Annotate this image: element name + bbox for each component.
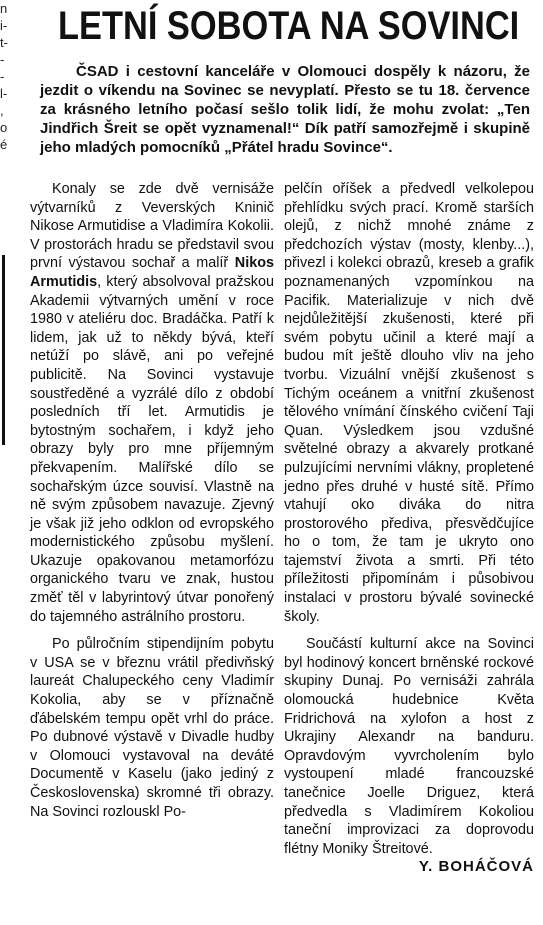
lead-paragraph: ČSAD i cestovní kanceláře v Olomouci dospěly k názoru, že jezdit o víkendu na Sovinec se nevyplatí. Přesto se tu 18. července za krásného letního počasí sešlo tolik lidí, že mohu zvolat: „Ten Jindřich Šreit se opět vyznamenal!“ Dík patří samozřejmě i skupině jeho mladých pomocníků „Přátel hradu Sovince“.: [40, 63, 530, 156]
artist-name: Nikos Armutidis: [30, 255, 274, 290]
right-column: [284, 180, 534, 877]
adjacent-column-fragment: n i- t- - - l- , o é: [0, 1, 8, 152]
text-run: , který absolvoval pražskou Akademii výtvarných umění v roce 1980 v ateliéru doc. Bradáčka. Patří k lidem, jak už to někdy bývá, kteří netúží po slávě, ani po veřejné publicitě. Na Sovinci vystavuje soustředěné a vyzrálé dílo z období posledních tří let. Armutidis je bytostným sochařem, i když jeho obrazy byly pro mne příjemným překvapením. Malířské dílo se sochařským úzce souvisí. Vlastně na ně svým způsobem navazuje. Zjevný je však již jeho odklon od evropského modernistického způsobu myšlení. Ukazuje opakovanou metamorfózu organického tvaru ve znak, hustou změť těl v labyrintový útvar ponořený do tajemného astrálního prostoru.: [30, 273, 274, 625]
author-byline: Y. BOHÁČOVÁ: [418, 858, 534, 876]
body-paragraph: Po půlročním stipendijním pobytu v USA se v březnu vrátil předivňský laureát Chalupeckého ceny Vladimír Kokolia, aby se v příznačně ďábelském tempu opět vrhl do práce. Po dubnové výstavě v Divadle hudby v Olomouci vystavoval na deváté Documentě v Kaselu (jako jediný z Československa) skromné tři obrazy. Na Sovinci rozlouskl Po-: [30, 636, 274, 820]
text-run: Součástí kulturní akce na Sovinci byl hodinový koncert brněnské rockové skupiny Dunaj. Po vernisáži zahrála olomoucká hudebnice Květa Fridrichová na xylofon a host z Ukrajiny Alexandr na banduru. Opravdovým vyvrcholením bylo vystoupení mladé francouzské tanečnice Joelle Driguez, která předvedla s Vladimírem Kokoliou taneční improvizaci za doprovodu flétny Moniky Štreitové.: [284, 636, 534, 857]
body-paragraph: pelčín oříšek a předvedl velkolepou přehlídku svých prací. Kromě starších olejů, z nichž mnohé známe z předchozích výstav (mosty, klenby...), přivezl i kolekci obrazů, kreseb a grafik poznamenaných vzpomínkou na Pacifik. Materializuje v nich dvě nejdůležitější zkušenosti, které při svém pobytu učinil a které mají a budou mít ještě dlouho vliv na jeho tvorbu. Vizuální vnější zkušenost s Tichým oceánem a vnitřní zkušenost tělového vnímání čínského cvičení Taji Quan. Výsledkem jsou vzdušné světelné obrazy a akvarely protkané pulzujícími nervními vlákny, propletené jedno přes druhé v husté sítě. Přímo vtahují oko diváka do nitra prostorového přediva, přesvědčujíce ho o tom, že tam je ukryto ono tajemství života a smrti. Při této příležitosti připomínám i působivou instalaci v prostoru bývalé sovinecké školy.: [284, 181, 534, 625]
left-column: [30, 180, 274, 821]
body-paragraph: [284, 635, 534, 876]
paragraph-gap: [284, 626, 534, 635]
text-run: Konaly se zde dvě vernisáže výtvarníků z Veverských Kninič Nikose Armutidise a Vladimíra Kokolii. V prostorách hradu se představil svou první výstavou sochař a malíř: [30, 181, 274, 272]
column-rule: [2, 255, 5, 445]
paragraph-gap: [30, 626, 274, 635]
headline: LETNÍ SOBOTA NA SOVINCI: [58, 4, 520, 48]
body-paragraph: [30, 180, 274, 626]
